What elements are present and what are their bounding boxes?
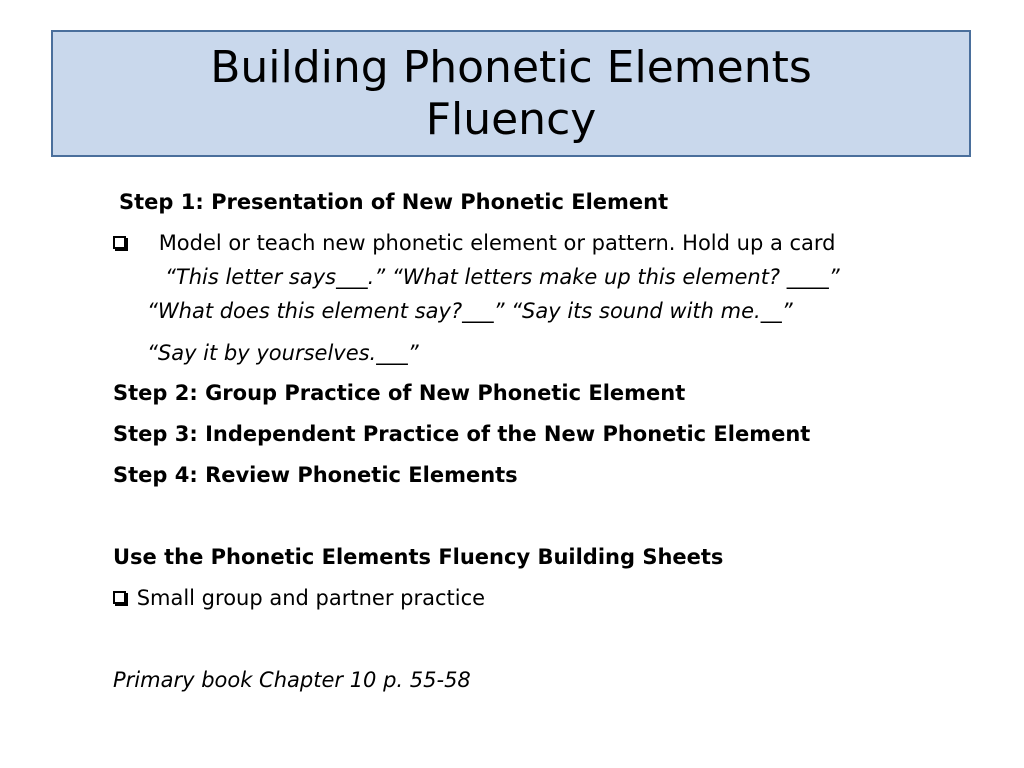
quote-line-3: “Say it by yourselves.___”: [147, 341, 419, 365]
use-sheets-heading: Use the Phonetic Elements Fluency Building Sheets: [113, 545, 724, 569]
bullet-item-model: [113, 230, 836, 256]
bullet-item-practice-text: Small group and partner practice: [136, 586, 486, 610]
quote-line-2: “What does this element say?___” “Say its sound with me.__”: [147, 299, 793, 323]
slide-title: [210, 42, 812, 146]
bullet-item-practice: [113, 585, 485, 611]
checkbox-icon: [113, 591, 126, 604]
step-3-heading: Step 3: Independent Practice of the New Phonetic Element: [113, 422, 811, 446]
quote-line-1: “This letter says___.” “What letters make up this element? ____”: [165, 265, 840, 289]
step-2-heading: Step 2: Group Practice of New Phonetic Element: [113, 381, 686, 405]
step-1-heading: Step 1: Presentation of New Phonetic Element: [119, 190, 669, 214]
step-4-heading: Step 4: Review Phonetic Elements: [113, 463, 518, 487]
checkbox-icon: [113, 236, 126, 249]
title-line-2: Fluency: [425, 93, 597, 145]
title-line-1: Building Phonetic Elements: [210, 41, 812, 93]
book-reference: Primary book Chapter 10 p. 55-58: [113, 668, 471, 692]
title-box: [51, 30, 971, 157]
bullet-item-model-text: Model or teach new phonetic element or pattern. Hold up a card: [158, 231, 836, 255]
